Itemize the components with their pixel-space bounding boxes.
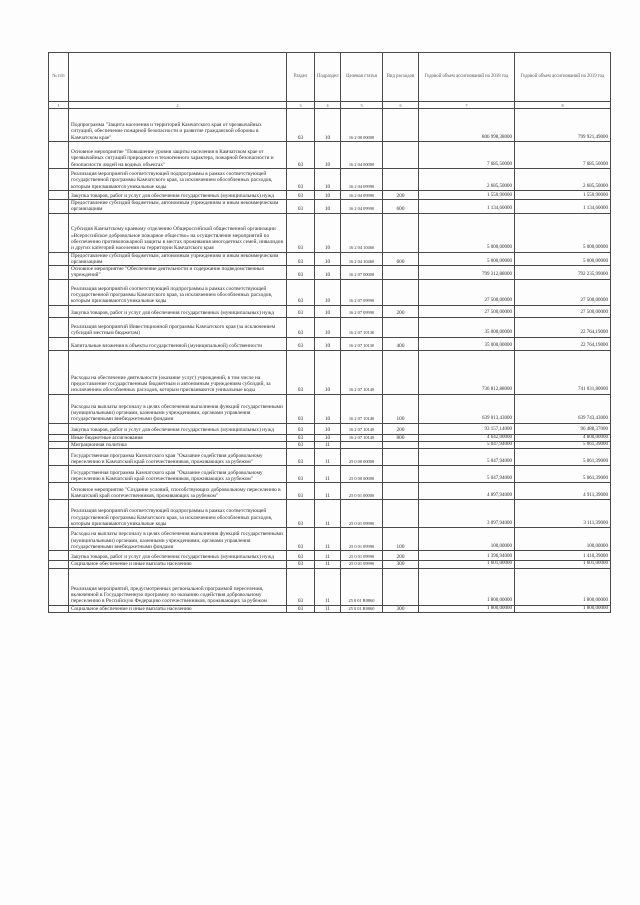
row-razdel-cell: 03: [287, 191, 315, 200]
row-razdel-cell: 03: [287, 200, 315, 214]
row-number-cell: [49, 466, 69, 483]
row-name-cell: Закупка товаров, работ и услуг для обеспечения государственных (муниципальных) нужд: [69, 305, 287, 317]
row-razdel-cell: 03: [287, 169, 315, 191]
row-number-cell: [49, 142, 69, 169]
row-sum-2018-cell: 4 642,00000: [419, 434, 515, 441]
row-name-cell: Подпрограмма "Защита населения и территорий Камчатского края от чрезвычайных ситуаций, обеспечение пожарной безопасности и развитие гражданской обороны в Камчатском крае": [69, 109, 287, 142]
row-sum-2019-cell: 96 488,37000: [515, 423, 611, 434]
row-sum-2019-cell: 5 061,39000: [515, 442, 611, 449]
row-number-cell: [49, 200, 69, 214]
row-name-cell: Социальное обеспечение и иные выплаты населению: [69, 561, 287, 568]
row-sum-2018-cell: 35 000,00000: [419, 337, 515, 350]
row-expense-type-cell: [383, 279, 419, 305]
row-sum-2018-cell: 35 000,00000: [419, 317, 515, 337]
row-razdel-cell: 03: [287, 252, 315, 266]
row-number-cell: [49, 109, 69, 142]
row-podrazdel-cell: 10: [315, 169, 341, 191]
row-target-article-cell: 16 2 04 00000: [341, 142, 383, 169]
row-sum-2019-cell: 27 500,00000: [515, 305, 611, 317]
row-number-cell: [49, 305, 69, 317]
row-podrazdel-cell: 10: [315, 350, 341, 394]
row-expense-type-cell: [383, 142, 419, 169]
table-row: [49, 442, 611, 449]
row-target-article-cell: 16 2 04 10460: [341, 213, 383, 252]
row-sum-2019-cell: 639 743,43000: [515, 394, 611, 423]
row-name-cell: Основное мероприятие "Создание условий, способствующих добровольному переселению в Камчатский край соотечественников, проживающих за рубежом": [69, 483, 287, 500]
row-name-cell: Расходы на выплаты персоналу в целях обеспечения выполнения функций государственными (муниципальными) органами, казенными учреждениями, органами управления государственными внебюджетными фондами: [69, 394, 287, 423]
row-sum-2018-cell: 1 800,00000: [419, 605, 515, 612]
row-podrazdel-cell: 11: [315, 528, 341, 551]
row-sum-2019-cell: 22 764,19000: [515, 337, 611, 350]
row-name-cell: Расходы на обеспечение деятельности (оказание услуг) учреждений, в том числе на предоставление государственным бюджетным и автономным учреждениям субсидий, за исключением обособленных расходов, которым присваиваются уникальные коды: [69, 350, 287, 394]
row-number-cell: [49, 551, 69, 561]
table-row: [49, 109, 611, 142]
row-sum-2018-cell: 100,00000: [419, 528, 515, 551]
row-sum-2018-cell: 639 013,43000: [419, 394, 515, 423]
row-podrazdel-cell: 11: [315, 466, 341, 483]
row-number-cell: [49, 605, 69, 612]
table-row: [49, 423, 611, 434]
row-sum-2019-cell: 100,00000: [515, 528, 611, 551]
row-expense-type-cell: [383, 500, 419, 528]
row-expense-type-cell: 300: [383, 561, 419, 568]
table-row: [49, 350, 611, 394]
row-expense-type-cell: 200: [383, 551, 419, 561]
row-number-cell: [49, 266, 69, 280]
row-number-cell: [49, 500, 69, 528]
row-razdel-cell: 03: [287, 568, 315, 605]
column-number: 5: [341, 102, 383, 109]
column-number: 3: [287, 102, 315, 109]
row-sum-2018-cell: 1 134,60000: [419, 200, 515, 214]
table-row: [49, 317, 611, 337]
row-name-cell: Государственная программа Камчатского края "Оказание содействия добровольному переселению в Камчатский край соотечественников, проживающих за рубежом": [69, 466, 287, 483]
row-podrazdel-cell: 10: [315, 279, 341, 305]
table-row: [49, 252, 611, 266]
row-sum-2018-cell: 3 097,94000: [419, 500, 515, 528]
row-podrazdel-cell: 10: [315, 266, 341, 280]
row-name-cell: Миграционная политика: [69, 442, 287, 449]
row-razdel-cell: 03: [287, 213, 315, 252]
row-expense-type-cell: 200: [383, 191, 419, 200]
table-row: [49, 169, 611, 191]
row-sum-2019-cell: 1 410,39000: [515, 551, 611, 561]
row-number-cell: [49, 350, 69, 394]
column-number: 6: [383, 102, 419, 109]
table-row: [49, 449, 611, 466]
row-sum-2018-cell: 7 685,50000: [419, 142, 515, 169]
row-target-article-cell: 16 2 07 10140: [341, 350, 383, 394]
row-target-article-cell: [341, 442, 383, 449]
row-number-cell: [49, 483, 69, 500]
row-name-cell: Реализация мероприятий, предусмотренных региональной программой переселения, включенной в Государственную программу по оказанию содействия добровольному переселению в Российскую Федерацию соотечественников, проживающих за рубежом: [69, 568, 287, 605]
table-row: [49, 483, 611, 500]
row-target-article-cell: 25 0 01 09990: [341, 551, 383, 561]
row-number-cell: [49, 191, 69, 200]
table-body: [49, 109, 611, 613]
row-sum-2018-cell: 5 047,94000: [419, 442, 515, 449]
row-podrazdel-cell: 11: [315, 561, 341, 568]
row-sum-2019-cell: 4 911,39000: [515, 483, 611, 500]
header-sum-2019: Годовой объем ассигнований на 2019 год: [515, 53, 611, 102]
row-name-cell: Субсидия Камчатскому краевому отделению Общероссийской общественной организации «Всероссийское добровольное пожарное общество» на осуществление мероприятий по обеспечению противопожарной защиты в местах проживания многодетных семей, инвалидов и других категорий населения на территории Камчатского края: [69, 213, 287, 252]
row-podrazdel-cell: 10: [315, 317, 341, 337]
row-expense-type-cell: [383, 266, 419, 280]
table-row: [49, 200, 611, 214]
table-row: [49, 561, 611, 568]
row-podrazdel-cell: 10: [315, 394, 341, 423]
row-name-cell: Реализация мероприятий соответствующей подпрограммы в рамках соответствующей государственной программы Камчатского края, за исключением обособленных расходов, которым присваиваются уникальные коды: [69, 169, 287, 191]
row-target-article-cell: 16 2 04 09990: [341, 200, 383, 214]
row-number-cell: [49, 423, 69, 434]
row-target-article-cell: 16 2 04 09990: [341, 169, 383, 191]
row-target-article-cell: 16 2 07 09990: [341, 305, 383, 317]
table-row: [49, 213, 611, 252]
row-target-article-cell: 16 2 07 10140: [341, 434, 383, 441]
row-number-cell: [49, 394, 69, 423]
row-expense-type-cell: 600: [383, 200, 419, 214]
row-sum-2019-cell: 741 031,80000: [515, 350, 611, 394]
row-number-cell: [49, 434, 69, 441]
row-sum-2019-cell: 1 134,60000: [515, 200, 611, 214]
row-razdel-cell: 03: [287, 109, 315, 142]
row-sum-2018-cell: 736 812,88000: [419, 350, 515, 394]
row-expense-type-cell: 200: [383, 305, 419, 317]
row-podrazdel-cell: 11: [315, 483, 341, 500]
row-number-cell: [49, 442, 69, 449]
row-razdel-cell: 03: [287, 317, 315, 337]
row-podrazdel-cell: 10: [315, 434, 341, 441]
row-number-cell: [49, 317, 69, 337]
row-podrazdel-cell: 11: [315, 568, 341, 605]
row-target-article-cell: 16 2 07 10130: [341, 337, 383, 350]
row-podrazdel-cell: 10: [315, 252, 341, 266]
row-name-cell: Расходы на выплаты персоналу в целях обеспечения выполнения функций государственными (муниципальными) органами, казенными учреждениями, органами управления государственными внебюджетными фондами: [69, 528, 287, 551]
row-target-article-cell: 25 0 01 00000: [341, 483, 383, 500]
row-target-article-cell: 25 0 00 00000: [341, 449, 383, 466]
row-name-cell: Предоставление субсидий бюджетным, автономным учреждениям и иным некоммерческим организациям: [69, 200, 287, 214]
row-razdel-cell: 03: [287, 394, 315, 423]
column-number: 2: [69, 102, 287, 109]
row-razdel-cell: 03: [287, 605, 315, 612]
row-razdel-cell: 03: [287, 500, 315, 528]
header-target-article: Целевая статья: [341, 53, 383, 102]
header-expense-type: Вид расходов: [383, 53, 419, 102]
row-expense-type-cell: 400: [383, 337, 419, 350]
row-podrazdel-cell: 10: [315, 109, 341, 142]
row-number-cell: [49, 279, 69, 305]
row-target-article-cell: 25 0 00 00000: [341, 466, 383, 483]
row-name-cell: Социальное обеспечение и иные выплаты населению: [69, 605, 287, 612]
row-sum-2018-cell: 1 800,00000: [419, 568, 515, 605]
row-sum-2018-cell: 27 500,00000: [419, 279, 515, 305]
row-expense-type-cell: [383, 109, 419, 142]
row-name-cell: Капитальные вложения в объекты государственной (муниципальной) собственности: [69, 337, 287, 350]
row-sum-2018-cell: 1 396,94000: [419, 551, 515, 561]
row-number-cell: [49, 528, 69, 551]
row-target-article-cell: 16 2 04 10460: [341, 252, 383, 266]
row-razdel-cell: 03: [287, 266, 315, 280]
row-sum-2019-cell: 22 764,19000: [515, 317, 611, 337]
row-podrazdel-cell: 10: [315, 213, 341, 252]
row-name-cell: Иные бюджетные ассигнования: [69, 434, 287, 441]
table-row: [49, 605, 611, 612]
row-expense-type-cell: [383, 449, 419, 466]
row-sum-2019-cell: 1 601,00000: [515, 561, 611, 568]
row-target-article-cell: 25 0 01 R0860: [341, 568, 383, 605]
table-row: [49, 500, 611, 528]
row-razdel-cell: 03: [287, 551, 315, 561]
table-row: [49, 266, 611, 280]
row-podrazdel-cell: 10: [315, 423, 341, 434]
row-name-cell: Основное мероприятие "Повышение уровня защиты населения в Камчатском крае от чрезвычайных ситуаций природного и техногенного характера, пожарной безопасности и безопасности людей на водных объектах": [69, 142, 287, 169]
row-expense-type-cell: 800: [383, 434, 419, 441]
row-number-cell: [49, 252, 69, 266]
table-row: [49, 279, 611, 305]
row-target-article-cell: 16 2 07 10140: [341, 394, 383, 423]
row-sum-2018-cell: 806 998,38000: [419, 109, 515, 142]
row-sum-2019-cell: 5 061,39000: [515, 466, 611, 483]
row-sum-2018-cell: 5 000,00000: [419, 252, 515, 266]
row-razdel-cell: 03: [287, 279, 315, 305]
row-expense-type-cell: [383, 350, 419, 394]
column-number: 1: [49, 102, 69, 109]
row-expense-type-cell: 600: [383, 252, 419, 266]
table-row: [49, 191, 611, 200]
row-sum-2018-cell: 27 500,00000: [419, 305, 515, 317]
column-number: 8: [515, 102, 611, 109]
table-row: [49, 394, 611, 423]
row-sum-2019-cell: 792 235,99000: [515, 266, 611, 280]
table-row: [49, 466, 611, 483]
row-expense-type-cell: [383, 169, 419, 191]
row-razdel-cell: 03: [287, 442, 315, 449]
row-sum-2019-cell: 1 800,00000: [515, 605, 611, 612]
row-name-cell: Закупка товаров, работ и услуг для обеспечения государственных (муниципальных) нужд: [69, 551, 287, 561]
row-number-cell: [49, 169, 69, 191]
row-sum-2019-cell: 1 800,00000: [515, 568, 611, 605]
row-razdel-cell: 03: [287, 305, 315, 317]
row-target-article-cell: 25 0 01 09990: [341, 528, 383, 551]
row-sum-2019-cell: 7 685,50000: [515, 142, 611, 169]
row-number-cell: [49, 568, 69, 605]
row-sum-2019-cell: 5 000,00000: [515, 213, 611, 252]
row-name-cell: Государственная программа Камчатского края "Оказание содействия добровольному переселению в Камчатский край соотечественников, проживающих за рубежом": [69, 449, 287, 466]
row-sum-2019-cell: 799 921,49000: [515, 109, 611, 142]
row-razdel-cell: 03: [287, 466, 315, 483]
table-row: [49, 568, 611, 605]
row-name-cell: Реализация мероприятий соответствующей подпрограммы в рамках соответствующей государственной программы Камчатского края, за исключением обособленных расходов, которым присваиваются уникальные коды: [69, 279, 287, 305]
row-expense-type-cell: 200: [383, 423, 419, 434]
row-name-cell: Реализация мероприятий Инвестиционной программы Камчатского края (за исключением субсидий местным бюджетам): [69, 317, 287, 337]
row-razdel-cell: 03: [287, 337, 315, 350]
row-name-cell: Основное мероприятие "Обеспечение деятельности и содержание подведомственных учреждений": [69, 266, 287, 280]
row-expense-type-cell: [383, 442, 419, 449]
row-razdel-cell: 03: [287, 528, 315, 551]
row-sum-2019-cell: 5 061,39000: [515, 449, 611, 466]
row-sum-2019-cell: 2 685,50000: [515, 169, 611, 191]
column-number-row: [49, 102, 611, 109]
row-number-cell: [49, 337, 69, 350]
row-podrazdel-cell: 11: [315, 551, 341, 561]
header-podrazdel: Подраздел: [315, 53, 341, 102]
row-podrazdel-cell: 11: [315, 605, 341, 612]
row-target-article-cell: 16 2 00 00000: [341, 109, 383, 142]
row-name-cell: Закупка товаров, работ и услуг для обеспечения государственных (муниципальных) нужд: [69, 191, 287, 200]
table-row: [49, 142, 611, 169]
header-name: [69, 53, 287, 102]
table-row: [49, 528, 611, 551]
row-razdel-cell: 03: [287, 423, 315, 434]
row-expense-type-cell: [383, 213, 419, 252]
row-podrazdel-cell: 10: [315, 337, 341, 350]
row-number-cell: [49, 449, 69, 466]
table-row: [49, 305, 611, 317]
row-razdel-cell: 03: [287, 434, 315, 441]
row-target-article-cell: 16 2 07 00000: [341, 266, 383, 280]
row-target-article-cell: 16 2 07 10130: [341, 317, 383, 337]
row-target-article-cell: 25 0 01 09990: [341, 500, 383, 528]
row-sum-2018-cell: 5 000,00000: [419, 213, 515, 252]
table-header-row: [49, 53, 611, 102]
row-sum-2019-cell: 1 550,90000: [515, 191, 611, 200]
row-sum-2018-cell: 93 157,14000: [419, 423, 515, 434]
row-number-cell: [49, 213, 69, 252]
row-podrazdel-cell: 10: [315, 305, 341, 317]
header-num: № п/п: [49, 53, 69, 102]
row-razdel-cell: 03: [287, 483, 315, 500]
row-target-article-cell: 16 2 07 09990: [341, 279, 383, 305]
row-podrazdel-cell: 11: [315, 442, 341, 449]
row-sum-2019-cell: 3 111,39000: [515, 500, 611, 528]
row-name-cell: Закупка товаров, работ и услуг для обеспечения государственных (муниципальных) нужд: [69, 423, 287, 434]
header-sum-2018: Годовой объем ассигнований на 2018 год: [419, 53, 515, 102]
row-expense-type-cell: 100: [383, 394, 419, 423]
header-razdel: Раздел: [287, 53, 315, 102]
row-razdel-cell: 03: [287, 142, 315, 169]
row-target-article-cell: 25 0 01 R0860: [341, 605, 383, 612]
row-podrazdel-cell: 10: [315, 142, 341, 169]
row-name-cell: Предоставление субсидий бюджетным, автономным учреждениям и иным некоммерческим организациям: [69, 252, 287, 266]
column-number: 4: [315, 102, 341, 109]
row-expense-type-cell: 100: [383, 528, 419, 551]
row-sum-2018-cell: 1 550,90000: [419, 191, 515, 200]
row-sum-2018-cell: 4 897,94000: [419, 483, 515, 500]
row-podrazdel-cell: 11: [315, 449, 341, 466]
row-expense-type-cell: [383, 317, 419, 337]
row-expense-type-cell: [383, 483, 419, 500]
column-number: 7: [419, 102, 515, 109]
row-number-cell: [49, 561, 69, 568]
row-sum-2019-cell: 5 000,00000: [515, 252, 611, 266]
row-razdel-cell: 03: [287, 350, 315, 394]
row-sum-2018-cell: 799 312,88000: [419, 266, 515, 280]
table-row: [49, 551, 611, 561]
row-expense-type-cell: [383, 466, 419, 483]
row-expense-type-cell: 300: [383, 605, 419, 612]
budget-allocation-table: [48, 52, 611, 613]
row-razdel-cell: 03: [287, 561, 315, 568]
row-podrazdel-cell: 10: [315, 200, 341, 214]
row-target-article-cell: 16 2 04 09990: [341, 191, 383, 200]
row-podrazdel-cell: 11: [315, 500, 341, 528]
row-sum-2019-cell: 27 500,00000: [515, 279, 611, 305]
row-expense-type-cell: [383, 568, 419, 605]
table-row: [49, 434, 611, 441]
row-sum-2019-cell: 4 800,00000: [515, 434, 611, 441]
row-podrazdel-cell: 10: [315, 191, 341, 200]
row-target-article-cell: 16 2 07 10140: [341, 423, 383, 434]
row-razdel-cell: 03: [287, 449, 315, 466]
row-sum-2018-cell: 1 601,00000: [419, 561, 515, 568]
table-row: [49, 337, 611, 350]
row-sum-2018-cell: 5 047,94000: [419, 466, 515, 483]
row-sum-2018-cell: 2 685,50000: [419, 169, 515, 191]
row-sum-2018-cell: 5 047,94000: [419, 449, 515, 466]
row-target-article-cell: 25 0 01 09990: [341, 561, 383, 568]
row-name-cell: Реализация мероприятий соответствующей подпрограммы в рамках соответствующей государственной программы Камчатского края, за исключением обособленных расходов, которым присваиваются уникальные коды: [69, 500, 287, 528]
